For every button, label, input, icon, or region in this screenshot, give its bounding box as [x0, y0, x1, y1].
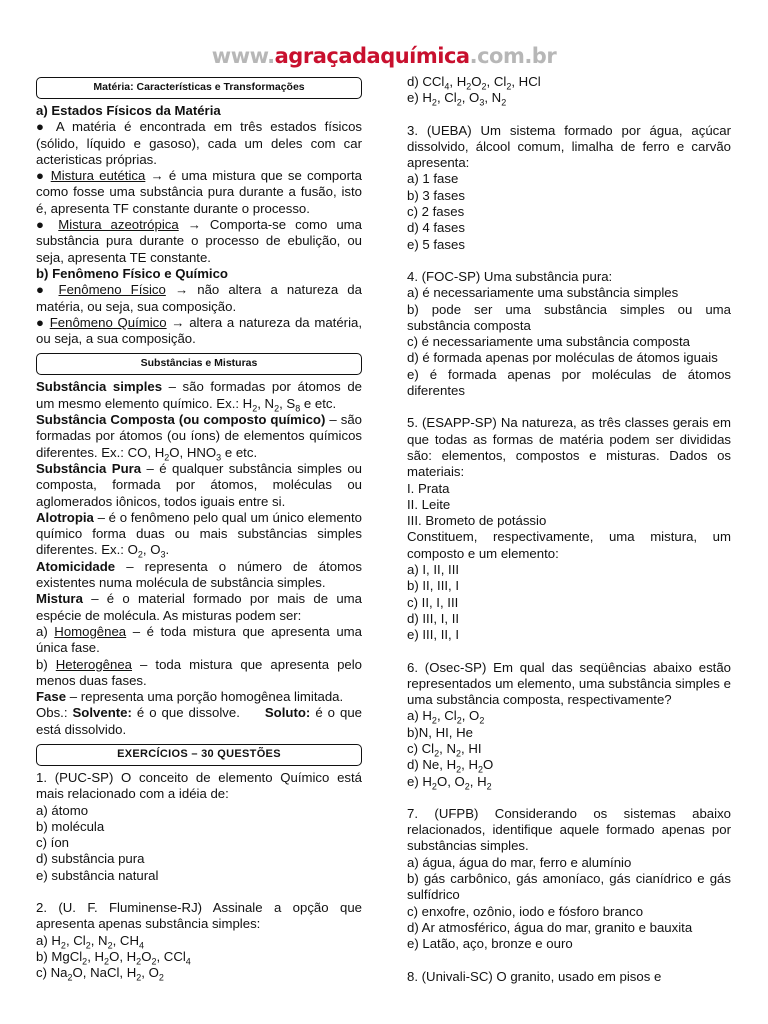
para-substancia-composta: Substância Composta (ou composto químico) – são formadas por átomos (ou íons) de elementos químicos diferentes. Ex.: CO, $H_2O$, $HNO_3$ e etc. [36, 412, 362, 463]
para-fenomeno-quimico: ● Fenômeno Químico → altera a natureza da matéria, ou seja, a sua composição. [36, 314, 362, 347]
q6-option: b)N, HI, He [407, 724, 473, 740]
url-part-2: daquímica [352, 44, 470, 68]
para-fenomeno-fisico: ● Fenômeno Físico → não altera a natureza da matéria, ou seja, sua composição. [36, 282, 362, 314]
q5-option: d) III, I, II [407, 610, 460, 626]
question-3: 3. (UEBA) Um sistema formado por água, açúcar dissolvido, álcool comum, limalha de ferro e carvão apresenta: [407, 122, 731, 171]
para-mistura: Mistura – é o material formado por mais de uma espécie de molécula. As misturas podem ser: [36, 591, 362, 623]
q7-option: b) gás carbônico, gás amoníaco, gás cianídrico e gás sulfídrico [407, 871, 731, 903]
question-8: 8. (Univali-SC) O granito, usado em pisos e [407, 968, 662, 984]
q5-item: III. Brometo de potássio [407, 513, 547, 529]
q6-option: e) $H_2O$, $O_2$, $H_2$ [407, 773, 492, 792]
para-homogenea: a) Homogênea – é toda mistura que apresenta uma única fase. [36, 623, 362, 656]
heading-estados: a) Estados Físicos da Matéria [36, 103, 221, 118]
right-column [407, 74, 731, 985]
question-7: 7. (UFPB) Considerando os sistemas abaixo relacionados, identifique aquele formado apenas por substâncias simples. [407, 805, 731, 854]
q5-option: e) III, II, I [407, 627, 460, 643]
para-fase: Fase – representa uma porção homogênea limitada. [36, 689, 344, 705]
q7-option: a) água, água do mar, ferro e alumínio [407, 854, 632, 870]
para-mistura-eutetica: ● Mistura eutética → é uma mistura que se comporta como fosse uma substância pura durante a fusão, isto é, apresenta TF constante durante o processo. [36, 168, 362, 216]
para-atomicidade: Atomicidade – representa o número de átomos existentes numa molécula de substância simples. [36, 558, 362, 591]
q2-option: a) $H_2$, $Cl_2$, $N_2$, $CH_4$ [36, 932, 144, 951]
section-box-exercicios: EXERCÍCIOS – 30 QUESTÕES [36, 744, 362, 766]
q5-option: c) II, I, III [407, 594, 459, 610]
q3-option: b) 3 fases [407, 187, 465, 203]
q1-option: b) molécula [36, 818, 105, 834]
q3-option: a) 1 fase [407, 171, 459, 187]
q7-option: e) Latão, aço, bronze e ouro [407, 936, 573, 952]
para-obs: Obs.: Solvente: é o que dissolve. Soluto: é o que está dissolvido. [36, 705, 362, 737]
q1-option: e) substância natural [36, 867, 159, 883]
para-mistura-azeotropica: ● Mistura azeotrópica → Comporta-se como uma substância pura durante o processo de ebulição, ou seja, apresenta TE constante. [36, 217, 362, 265]
q7-option: c) enxofre, ozônio, iodo e fósforo branco [407, 903, 644, 919]
question-2: 2. (U. F. Fluminense-RJ) Assinale a opção que apresenta apenas substância simples: [36, 900, 362, 932]
question-5: 5. (ESAPP-SP) Na natureza, as três classes gerais em que todas as formas de matéria podem ser divididas são: elementos, compostos e misturas. Dados os materiais: [407, 415, 731, 480]
para-substancia-pura: Substância Pura – é qualquer substância simples ou composta, formada por átomos, moléculas ou aglomerados iônicos, todos iguais entre si. [36, 460, 362, 509]
q2-option: c) $Na_2O$, NaCl, $H_2$, $O_2$ [36, 965, 164, 983]
question-6: 6. (Osec-SP) Em qual das seqüências abaixo estão representados um elemento, uma substância simples e uma substância composta, respectivamente? [407, 659, 731, 708]
q5-option: a) I, II, III [407, 562, 460, 578]
q1-option: d) substância pura [36, 851, 145, 867]
url-part-1: agraça [274, 44, 352, 68]
para-estados: ● A matéria é encontrada em três estados físicos (sólido, líquido e gasoso), cada um deles com car acteristicas próprias. [36, 119, 362, 167]
q2-option: e) $H_2$, $Cl_2$, $O_3$, $N_2$ [407, 90, 507, 108]
q4-option: d) é formada apenas por moléculas de átomos iguais [407, 350, 718, 366]
q6-option: c) $Cl_2$, $N_2$, HI [407, 740, 482, 759]
url-prefix: www. [211, 44, 275, 68]
q5-item: I. Prata [407, 480, 450, 496]
q3-option: c) 2 fases [407, 204, 465, 220]
q3-option: d) 4 fases [407, 220, 465, 236]
q4-option: a) é necessariamente uma substância simples [407, 285, 679, 301]
para-heterogenea: b) Heterogênea – toda mistura que apresenta pelo menos duas fases. [36, 656, 363, 688]
section-box-substancias: Substâncias e Misturas [36, 353, 362, 375]
q6-option: d) Ne, $H_2$, $H_2O$ [407, 757, 494, 775]
q5-prompt: Constituem, respectivamente, uma mistura, um composto e um elemento: [407, 529, 731, 561]
q2-option: d) CCl$_4$, $H_2O_2$, $Cl_2$, HCl [407, 74, 541, 92]
question-1: 1. (PUC-SP) O conceito de elemento Químico está mais relacionado com a idéia de: [36, 769, 362, 802]
q4-option: c) é necessariamente uma substância composta [407, 334, 690, 350]
section-box-materia: Matéria: Características e Transformações [36, 77, 362, 99]
site-url-header [0, 44, 768, 68]
url-suffix: .com.br [469, 44, 557, 68]
q6-option: a) $H_2$, $Cl_2$, $O_2$ [407, 708, 485, 727]
q1-option: a) átomo [36, 802, 89, 818]
q5-item: II. Leite [407, 496, 451, 512]
q1-option: c) íon [36, 835, 69, 851]
para-alotropia: Alotropia – é o fenômeno pelo qual um único elemento químico forma duas ou mais substâncias simples diferentes. Ex.: $O_2$, $O_3$. [36, 509, 362, 561]
q4-option: b) pode ser uma substância simples ou uma substância composta [407, 301, 731, 333]
q4-option: e) é formada apenas por moléculas de átomos diferentes [407, 366, 731, 399]
heading-fenomeno: b) Fenômeno Físico e Químico [36, 265, 228, 281]
question-4: 4. (FOC-SP) Uma substância pura: [407, 268, 613, 284]
para-substancia-simples: Substância simples – são formadas por átomos de um mesmo elemento químico. Ex.: $H_2$, $N_2$, $S_8$ e etc. [36, 379, 362, 414]
q3-option: e) 5 fases [407, 236, 465, 252]
left-column [36, 74, 362, 982]
q5-option: b) II, III, I [407, 578, 460, 594]
q7-option: d) Ar atmosférico, água do mar, granito e bauxita [407, 919, 693, 935]
q2-option: b) MgCl$_2$, $H_2O$, $H_2O_2$, CCl$_4$ [36, 948, 191, 967]
